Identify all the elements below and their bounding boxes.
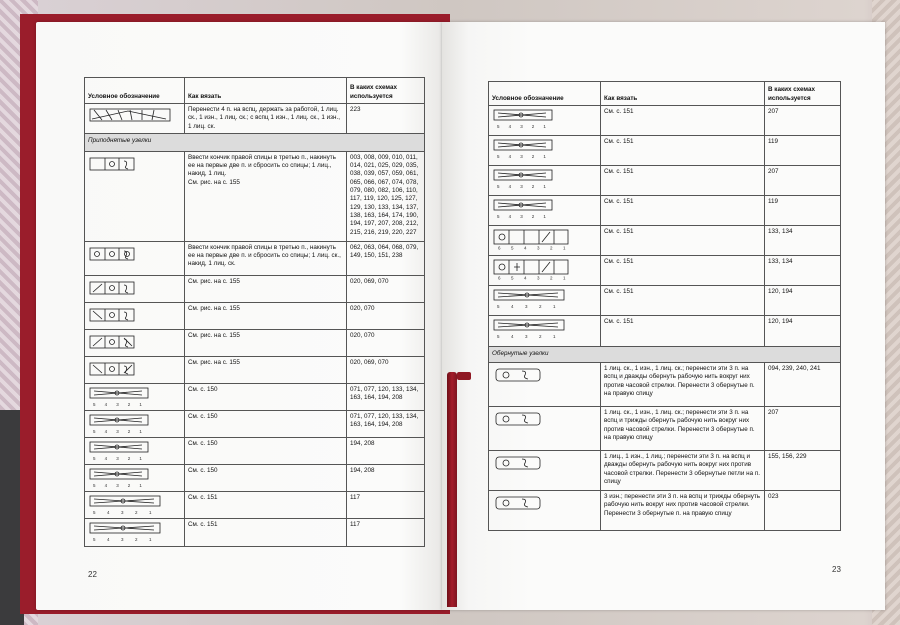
svg-text:4: 4: [511, 304, 514, 309]
table-row: [489, 196, 841, 226]
svg-text:4: 4: [508, 214, 512, 219]
instruction-cell: См. с. 151: [601, 286, 765, 316]
instruction-cell: См. рис. на с. 155: [185, 302, 347, 329]
table-row: [85, 437, 425, 464]
svg-text:5: 5: [93, 455, 96, 461]
chart-codes-cell: 071, 077, 120, 133, 134, 163, 164, 194, 208: [347, 383, 425, 410]
table-row: [489, 256, 841, 286]
svg-text:1: 1: [543, 154, 546, 159]
svg-text:2: 2: [531, 214, 535, 219]
svg-text:2: 2: [135, 509, 138, 515]
knitting-symbol-icon: [492, 288, 578, 310]
svg-text:1: 1: [543, 214, 546, 219]
chart-codes-cell: 020, 069, 070: [347, 275, 425, 302]
instruction-cell: 1 лиц., 1 изн., 1 лиц.; перенести эти 3 п. на вспц и дважды обернуть рабочую нить вокруг них против часовой стрелки. Перенести 3 обернутые петли на п. спицу: [601, 451, 765, 491]
knitting-symbol-icon: [88, 386, 174, 408]
instruction-cell: 1 лиц. ск., 1 изн., 1 лиц. ск.; перенести эти 3 п. на вспц и дважды обернуть рабочую нить вокруг них против часовой стрелки. Перенести 3 обернутые п. на правую спицу: [601, 363, 765, 407]
svg-text:5: 5: [93, 509, 96, 515]
instruction-cell: См. рис. на с. 155: [185, 356, 347, 383]
instruction-cell: См. с. 150: [185, 464, 347, 491]
symbol-cell: [85, 383, 185, 410]
knitting-symbol-icon: [88, 359, 174, 381]
right-symbol-table: [488, 81, 841, 531]
chart-codes-cell: 194, 208: [347, 464, 425, 491]
knitting-symbol-icon: [88, 278, 174, 300]
chart-codes-cell: 207: [765, 166, 841, 196]
chart-codes-cell: 020, 070: [347, 302, 425, 329]
page-number-right: 23: [832, 565, 841, 574]
table-row: [85, 383, 425, 410]
svg-text:2: 2: [127, 455, 131, 461]
instruction-cell: См. с. 151: [601, 106, 765, 136]
chart-codes-cell: 119: [765, 136, 841, 166]
instruction-cell: Ввести кончик правой спицы в третью п., накинуть ее на первые две п. и сбросить со спицы; 1 лиц., накид, 1 лиц. См. рис. на с. 155: [185, 151, 347, 241]
symbol-cell: [489, 491, 601, 531]
knitting-symbol-icon: [88, 440, 174, 462]
chart-codes-cell: 117: [347, 491, 425, 518]
chart-codes-cell: 133, 134: [765, 226, 841, 256]
symbol-cell: [489, 166, 601, 196]
symbol-cell: [85, 329, 185, 356]
chart-codes-cell: 119: [765, 196, 841, 226]
symbol-cell: [489, 136, 601, 166]
page-number-left: 22: [88, 570, 97, 579]
svg-text:1: 1: [139, 455, 142, 461]
svg-text:3: 3: [116, 401, 119, 407]
svg-text:2: 2: [127, 401, 131, 407]
table-row: [85, 302, 425, 329]
svg-text:1: 1: [553, 304, 556, 309]
knitting-symbol-icon: [88, 305, 174, 327]
knitting-symbol-icon: [492, 108, 578, 130]
section-label: Обернутые узелки: [489, 347, 841, 363]
chart-codes-cell: 133, 134: [765, 256, 841, 286]
table-row: [85, 241, 425, 275]
knitting-symbol-icon: [492, 409, 578, 431]
table-row: [489, 407, 841, 451]
col-header-how: Как вязать: [185, 78, 347, 104]
instruction-cell: См. с. 151: [601, 316, 765, 347]
col-header-how: Как вязать: [601, 82, 765, 106]
instruction-cell: См. с. 151: [601, 136, 765, 166]
instruction-cell: См. с. 151: [185, 518, 347, 546]
table-row: [489, 363, 841, 407]
table-row: [489, 451, 841, 491]
knitting-symbol-icon: [88, 332, 174, 354]
table-row: [85, 410, 425, 437]
svg-text:4: 4: [524, 245, 527, 250]
knitting-symbol-icon: [88, 494, 174, 516]
knitting-symbol-icon: [492, 493, 578, 515]
instruction-cell: 1 лиц. ск., 1 изн., 1 лиц. ск.; перенести эти 3 п. на вспц и трижды обернуть рабочую нить вокруг них против часовой стрелки. Перенести 3 обернутые п. на правую спицу: [601, 407, 765, 451]
svg-text:3: 3: [116, 455, 119, 461]
knitting-symbol-icon: [492, 318, 578, 340]
instruction-cell: См. с. 150: [185, 437, 347, 464]
chart-codes-cell: 194, 208: [347, 437, 425, 464]
section-label: Приподнятые узелки: [85, 133, 425, 151]
svg-text:4: 4: [524, 275, 527, 280]
svg-text:4: 4: [107, 509, 110, 515]
svg-text:3: 3: [525, 304, 528, 309]
svg-text:3: 3: [520, 184, 523, 189]
svg-text:3: 3: [116, 482, 119, 488]
symbol-cell: [85, 241, 185, 275]
svg-text:3: 3: [121, 536, 124, 542]
svg-text:1: 1: [563, 245, 566, 250]
instruction-cell: См. с. 151: [185, 491, 347, 518]
svg-text:3: 3: [116, 428, 119, 434]
svg-text:2: 2: [531, 154, 535, 159]
svg-text:5: 5: [511, 275, 514, 280]
svg-text:1: 1: [139, 401, 142, 407]
instruction-cell: См. с. 151: [601, 226, 765, 256]
col-header-symbol: Условное обозначение: [489, 82, 601, 106]
svg-text:4: 4: [104, 482, 108, 488]
knitting-symbol-icon: [492, 258, 578, 280]
table-row: [85, 356, 425, 383]
svg-text:6: 6: [498, 245, 501, 250]
svg-text:1: 1: [139, 482, 142, 488]
svg-text:3: 3: [520, 214, 523, 219]
svg-text:1: 1: [149, 536, 152, 542]
table-row: [85, 275, 425, 302]
knitting-symbol-icon: [492, 168, 578, 190]
left-symbol-table: [84, 77, 425, 547]
svg-text:5: 5: [497, 154, 500, 159]
svg-text:2: 2: [531, 124, 535, 129]
left-page: [36, 22, 442, 610]
svg-text:1: 1: [543, 184, 546, 189]
symbol-cell: [85, 464, 185, 491]
svg-text:5: 5: [93, 428, 96, 434]
svg-text:1: 1: [149, 509, 152, 515]
knitting-symbol-icon: [492, 138, 578, 160]
knitting-symbol-icon: [492, 365, 578, 387]
symbol-cell: [489, 106, 601, 136]
chart-codes-cell: 094, 239, 240, 241: [765, 363, 841, 407]
knitting-symbol-icon: [88, 413, 174, 435]
chart-codes-cell: 071, 077, 120, 133, 134, 163, 164, 194, 208: [347, 410, 425, 437]
symbol-cell: [489, 316, 601, 347]
svg-text:2: 2: [550, 275, 553, 280]
chart-codes-cell: 223: [347, 104, 425, 134]
bookmark-ribbon-top: [457, 372, 471, 380]
svg-text:4: 4: [508, 154, 512, 159]
symbol-cell: [489, 451, 601, 491]
svg-text:2: 2: [127, 482, 131, 488]
knitting-symbol-icon: [88, 106, 174, 128]
table-row: [85, 104, 425, 134]
instruction-cell: Ввести кончик правой спицы в третью п., накинуть ее на первые две п. и сбросить со спицы; 1 лиц. ск., накид, 1 лиц. ск.: [185, 241, 347, 275]
chart-codes-cell: 117: [347, 518, 425, 546]
symbol-cell: [85, 518, 185, 546]
table-row: [489, 106, 841, 136]
symbol-cell: [489, 196, 601, 226]
knitting-symbol-icon: [88, 154, 174, 176]
knitting-symbol-icon: [492, 198, 578, 220]
svg-text:5: 5: [93, 482, 96, 488]
svg-text:3: 3: [520, 124, 523, 129]
chart-codes-cell: 023: [765, 491, 841, 531]
svg-text:2: 2: [127, 428, 131, 434]
col-header-charts: В каких схемах используется: [347, 78, 425, 104]
chart-codes-cell: 020, 070: [347, 329, 425, 356]
chart-codes-cell: 155, 156, 229: [765, 451, 841, 491]
chart-codes-cell: 062, 063, 064, 068, 079, 149, 150, 151, 238: [347, 241, 425, 275]
chart-codes-cell: 207: [765, 106, 841, 136]
svg-text:5: 5: [497, 334, 500, 339]
svg-text:4: 4: [508, 124, 512, 129]
svg-text:1: 1: [543, 124, 546, 129]
instruction-cell: См. рис. на с. 155: [185, 275, 347, 302]
instruction-cell: Перенести 4 п. на вспц, держать за работой, 1 лиц. ск., 1 изн., 1 лиц. ск.; с вспц 1 изн., 1 лиц. ск., 1 изн., 1 лиц. ск.: [185, 104, 347, 134]
chart-codes-cell: 120, 194: [765, 316, 841, 347]
instruction-cell: См. с. 151: [601, 196, 765, 226]
chart-codes-cell: 207: [765, 407, 841, 451]
table-row: [489, 286, 841, 316]
svg-text:5: 5: [497, 124, 500, 129]
section-row: [489, 347, 841, 363]
instruction-cell: См. рис. на с. 155: [185, 329, 347, 356]
svg-text:5: 5: [497, 184, 500, 189]
svg-text:2: 2: [550, 245, 553, 250]
svg-text:1: 1: [563, 275, 566, 280]
table-row: [85, 518, 425, 546]
instruction-cell: 3 изн.; перенести эти 3 п. на вспц и трижды обернуть рабочую нить вокруг них против часовой стрелки. Перенести 3 обернутые п. на правую спицу: [601, 491, 765, 531]
svg-text:4: 4: [107, 536, 110, 542]
symbol-cell: [489, 256, 601, 286]
symbol-cell: [489, 286, 601, 316]
knitting-symbol-icon: [492, 453, 578, 475]
svg-text:4: 4: [511, 334, 514, 339]
svg-text:4: 4: [104, 455, 108, 461]
symbol-cell: [85, 302, 185, 329]
right-page: [442, 22, 885, 610]
table-row: [489, 166, 841, 196]
symbol-cell: [85, 104, 185, 134]
table-row: [489, 136, 841, 166]
table-row: [85, 464, 425, 491]
svg-text:5: 5: [93, 401, 96, 407]
svg-text:1: 1: [553, 334, 556, 339]
svg-text:3: 3: [537, 245, 540, 250]
section-row: [85, 133, 425, 151]
svg-text:2: 2: [539, 334, 542, 339]
svg-text:2: 2: [539, 304, 542, 309]
symbol-cell: [85, 356, 185, 383]
instruction-cell: См. с. 150: [185, 410, 347, 437]
svg-text:3: 3: [121, 509, 124, 515]
symbol-cell: [489, 407, 601, 451]
svg-text:2: 2: [135, 536, 138, 542]
symbol-cell: [85, 151, 185, 241]
svg-text:5: 5: [93, 536, 96, 542]
table-row: [489, 316, 841, 347]
instruction-cell: См. с. 150: [185, 383, 347, 410]
svg-text:1: 1: [139, 428, 142, 434]
table-row: [489, 491, 841, 531]
svg-text:3: 3: [525, 334, 528, 339]
instruction-cell: См. с. 151: [601, 256, 765, 286]
table-row: [85, 151, 425, 241]
svg-text:5: 5: [497, 304, 500, 309]
bookmark-ribbon: [447, 372, 457, 607]
chart-codes-cell: 120, 194: [765, 286, 841, 316]
svg-text:2: 2: [531, 184, 535, 189]
knitting-symbol-icon: [88, 244, 174, 266]
svg-text:5: 5: [511, 245, 514, 250]
table-row: [85, 491, 425, 518]
symbol-cell: [85, 275, 185, 302]
svg-text:6: 6: [498, 275, 501, 280]
col-header-symbol: Условное обозначение: [85, 78, 185, 104]
table-row: [85, 329, 425, 356]
instruction-cell: См. с. 151: [601, 166, 765, 196]
knitting-symbol-icon: [492, 228, 578, 250]
col-header-charts: В каких схемах используется: [765, 82, 841, 106]
svg-text:3: 3: [520, 154, 523, 159]
svg-text:3: 3: [537, 275, 540, 280]
table-row: [489, 226, 841, 256]
knitting-symbol-icon: [88, 467, 174, 489]
symbol-cell: [489, 363, 601, 407]
chart-codes-cell: 003, 008, 009, 010, 011, 014, 021, 025, 029, 035, 038, 039, 057, 059, 061, 065, 066, 067, 074, 078, 079, 080, 082, 106, 110, 117, 119, 120, 125, 127, 129, 130, 133, 134, 137, 138, 163, 164, 174, 190, 194, 197, 207, 208, 212, 215, 216, 219, 220, 227: [347, 151, 425, 241]
symbol-cell: [489, 226, 601, 256]
svg-text:4: 4: [104, 401, 108, 407]
knitting-symbol-icon: [88, 521, 174, 543]
symbol-cell: [85, 491, 185, 518]
chart-codes-cell: 020, 069, 070: [347, 356, 425, 383]
symbol-cell: [85, 437, 185, 464]
symbol-cell: [85, 410, 185, 437]
svg-text:5: 5: [497, 214, 500, 219]
svg-text:4: 4: [104, 428, 108, 434]
svg-text:4: 4: [508, 184, 512, 189]
